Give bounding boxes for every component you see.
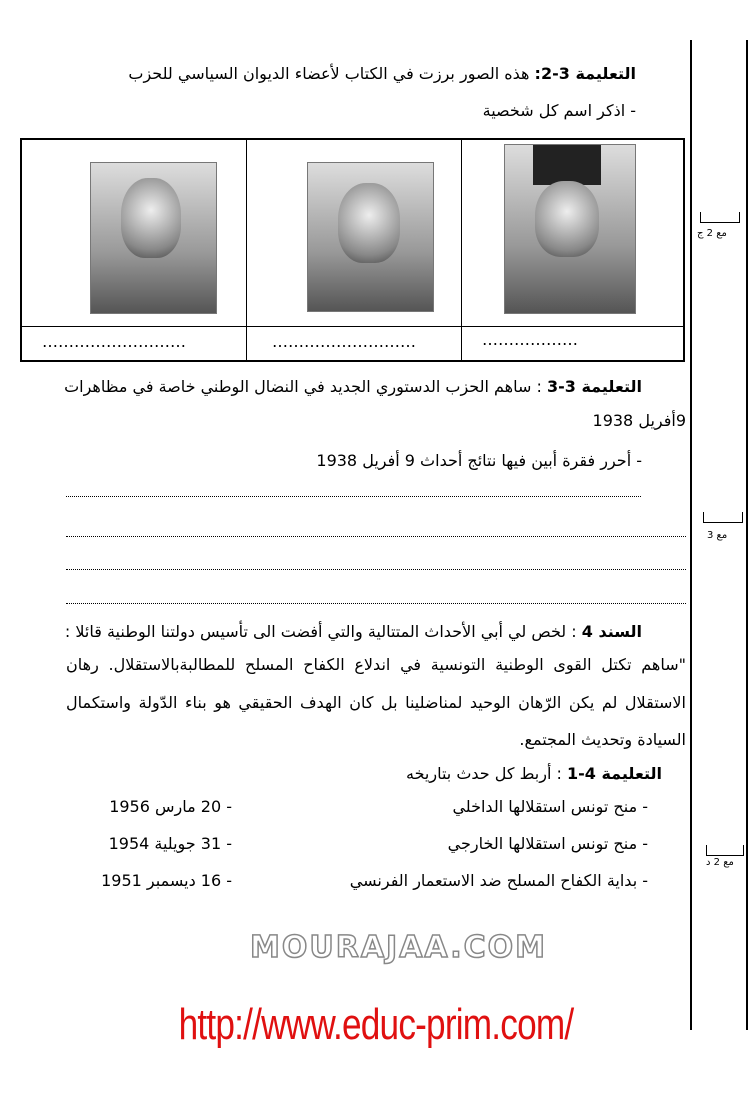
- score-mark: مع 2 ج: [697, 228, 727, 239]
- document-intro: : لخص لي أبي الأحداث المتتالية والتي أفضت الى تأسيس دولتنا الوطنية قائلا :: [64, 622, 577, 641]
- name-blank[interactable]: ………………: [482, 330, 578, 349]
- portrait-photo: [90, 162, 217, 314]
- instruction-3-3: [64, 377, 642, 397]
- instruction-2-3: [128, 64, 636, 84]
- margin-line-left: [690, 40, 692, 1030]
- margin-line-right: [746, 40, 748, 1030]
- event-item[interactable]: - منح تونس استقلالها الداخلي: [452, 797, 648, 816]
- date-item[interactable]: - 20 مارس 1956: [109, 797, 232, 816]
- document-label: السند 4: [581, 622, 642, 641]
- score-box: [703, 512, 743, 523]
- document-4: [65, 622, 642, 642]
- portrait-photo: [307, 162, 434, 312]
- watermark: MOURAJAA.COM: [250, 930, 547, 965]
- score-box: [700, 212, 740, 223]
- name-blank[interactable]: ………………………: [272, 332, 416, 351]
- portrait-photo: [504, 144, 636, 314]
- document-line: "ساهم تكتل القوى الوطنية التونسية في اندلاع الكفاح المسلح للمطالبةبالاستقلال. رهان: [66, 655, 686, 674]
- instruction-text: هذه الصور برزت في الكتاب لأعضاء الديوان السياسي للحزب: [128, 64, 530, 83]
- instruction-text: : ساهم الحزب الدستوري الجديد في النضال الوطني خاصة في مظاهرات: [64, 377, 542, 396]
- instruction-text: : أربط كل حدث بتاريخه: [405, 764, 562, 783]
- task-name-figures: - اذكر اسم كل شخصية: [482, 101, 636, 120]
- answer-line[interactable]: [66, 569, 686, 570]
- instruction-label: التعليمة 3-2:: [534, 64, 636, 83]
- answer-line[interactable]: [66, 536, 686, 537]
- footer-url-link[interactable]: http://www.educ-prim.com/: [178, 1000, 574, 1049]
- score-mark: مع 3: [707, 530, 728, 541]
- document-line: السيادة وتحديث المجتمع.: [519, 730, 686, 749]
- answer-line[interactable]: [66, 603, 686, 604]
- document-line: الاستقلال لم يكن الرّهان الوحيد لمناضلينا بل كان الهدف الحقيقي هو بناء الدّولة واستكمال: [66, 693, 686, 712]
- name-blank[interactable]: ………………………: [42, 332, 186, 351]
- instruction-label: التعليمة 4-1: [566, 764, 662, 783]
- date-item[interactable]: - 16 ديسمبر 1951: [101, 871, 232, 890]
- event-item[interactable]: - منح تونس استقلالها الخارجي: [447, 834, 648, 853]
- answer-line[interactable]: [66, 496, 641, 497]
- date-item[interactable]: - 31 جويلية 1954: [108, 834, 232, 853]
- score-mark: مع 2 د: [706, 857, 734, 868]
- task-write-paragraph: - أحرر فقرة أبين فيها نتائج أحداث 9 أفريل 1938: [316, 451, 642, 470]
- instruction-label: التعليمة 3-3: [546, 377, 642, 396]
- score-box: [706, 845, 744, 856]
- instruction-4-1: [406, 764, 662, 784]
- event-item[interactable]: - بداية الكفاح المسلح ضد الاستعمار الفرنسي: [349, 871, 648, 890]
- instruction-text-cont: 9أفريل 1938: [592, 411, 686, 430]
- photo-table: [20, 138, 685, 362]
